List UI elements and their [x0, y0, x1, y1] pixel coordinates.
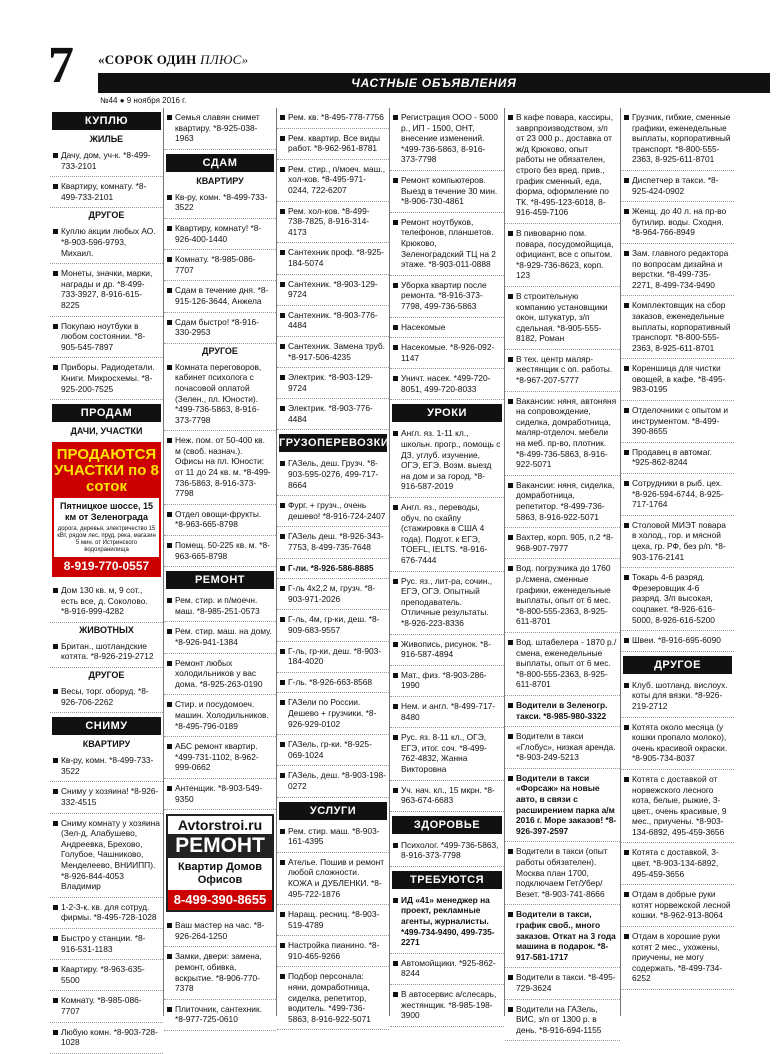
section-header: ДРУГОЕ	[623, 656, 732, 674]
classified-ad: Отдам в добрые руки котят норвежской лесной кошки. *8-962-913-8064	[621, 885, 734, 927]
classified-ad: Вакансии: няня, сиделка, домработница, репетитор. *8-499-736-5863, 8-916-922-5071	[505, 476, 620, 528]
classified-ad: Сантехник. *8-903-776-4484	[277, 306, 389, 337]
classified-ad: Замки, двери: замена, ремонт, обивка, вскрытие. *8-906-770-7378	[164, 947, 276, 999]
classified-ad: Ремонт ноутбуков, телефонов, планшетов. Крюково, Зеленоградский ТЦ на 2 этаже. *8-903-011-0888	[390, 213, 504, 276]
classified-ad: Диспетчер в такси. *8-925-424-0902	[621, 171, 734, 202]
classified-ad: Куплю акции любых АО. *8-903-596-9793, Михаил.	[50, 222, 163, 264]
classified-ad: В автосервис а/слесарь, жестянщик. *8-985-198-3900	[390, 985, 504, 1027]
classified-ad: Отдел овощи-фрукты. *8-963-665-8798	[164, 505, 276, 536]
classified-ad: Автомойщики. *925-862-8244	[390, 954, 504, 985]
classified-ad: Квартиру, комнату. *8-499-733-2101	[50, 177, 163, 208]
classified-ad: 1-2-3-к. кв. для сотруд. фирмы. *8-495-728-1028	[50, 898, 163, 929]
classified-ad: Ателье. Пошив и ремонт любой сложности. КОЖА и ДУБЛЕНКИ. *8-495-722-1876	[277, 853, 389, 905]
classified-ad: Котята с доставкой, 3-цвет. *8-903-134-6892, 495-459-3656	[621, 843, 734, 885]
section-header: КУПЛЮ	[52, 112, 161, 130]
classified-ad: Г-ль. *8-926-663-8568	[277, 673, 389, 694]
classified-ad: Сниму комнату у хозяина (Зел-д, Алабушево, Андреевка, Брехово, Голубое, Чашниково, Менделеево, ВНИИПП). *8-926-844-4053 Владимир	[50, 814, 163, 898]
column-6	[620, 108, 734, 1016]
classified-ad: Г-ль, гр-ки, деш. *8-903-184-4020	[277, 642, 389, 673]
advert-services: Квартир Домов Офисов	[178, 861, 262, 887]
classified-ad: Дачу, дом, уч-к. *8-499-733-2101	[50, 146, 163, 177]
classified-ad: Насекомые. *8-926-092-1147	[390, 338, 504, 369]
issue-info: №44 ● 9 ноября 2016 г.	[100, 96, 187, 105]
masthead	[48, 37, 770, 105]
classified-ad: Г-ли. *8-926-586-8885	[277, 559, 389, 580]
classified-ad: Котята около месяца (у кошки пропало молоко), очень красивой окраски. *8-905-734-8037	[621, 718, 734, 770]
promo-headline: ПРОДАЮТСЯ УЧАСТКИ по 8 соток	[54, 444, 159, 498]
classified-ad: Электрик. *8-903-776-4484	[277, 399, 389, 430]
classified-ad: В тех. центр маляр-жестянщик с оп. работы. *8-967-207-5777	[505, 350, 620, 392]
classified-ad: Сантехник. Замена труб. *8-917-506-4235	[277, 337, 389, 368]
subsection-header: КВАРТИРУ	[196, 175, 244, 186]
classified-ad: Сантехник. *8-903-129-9724	[277, 275, 389, 306]
classified-ad: Рем. кв. *8-495-778-7756	[277, 108, 389, 129]
classified-ad: Стир. и посудомоеч. машин. Холодильников. *8-495-796-0189	[164, 695, 276, 737]
classified-ad: Быстро у станции. *8-916-531-1183	[50, 929, 163, 960]
classified-ad: Ремонт компьютеров. Выезд в течение 30 мин. *8-906-730-4861	[390, 171, 504, 213]
column-4	[389, 108, 504, 1021]
classified-ad: В строительную компанию установщики окон, штукатур, з/п сдельная. *8-905-555-8182, Роман	[505, 287, 620, 350]
classified-ad: Вод. штабелера - 1870 р./смена, еженедельные выплаты, опыт от 6 мес. *8-800-555-2363, 8-925-611-8701	[505, 633, 620, 696]
classified-ad: Уборка квартир после ремонта. *8-916-373-7798, 499-736-5863	[390, 276, 504, 318]
classified-ad: Комнату. *8-985-086-7707	[50, 991, 163, 1022]
classified-ad: Сантехник проф. *8-925-184-5074	[277, 243, 389, 274]
section-header: ГРУЗОПЕРЕВОЗКИ	[279, 434, 387, 452]
classified-ad: Уч. нач. кл., 15 мкрн. *8-963-674-6683	[390, 781, 504, 812]
classified-ad: Британ., шотландские котята. *8-926-219-2712	[50, 637, 163, 668]
section-header: ПРОДАМ	[52, 404, 161, 422]
classified-ad: АБС ремонт квартир. *499-731-1102, 8-962-999-0662	[164, 737, 276, 779]
classified-ad: Рем. стир. маш. на дому. *8-926-941-1384	[164, 622, 276, 653]
classified-ad: Неж. пом. от 50-400 кв. м (своб. назнач.). Офисы на пл. Юности: от 11 до 24 кв. м. *8-499-736-5863, 8-916-373-7798	[164, 431, 276, 505]
classified-ad: Квартиру, комнату! *8-926-400-1440	[164, 219, 276, 250]
classified-ad: ГАЗель деш. *8-926-343-7753, 8-499-735-7648	[277, 527, 389, 558]
classified-ad: В кафе повара, кассиры, заврпроизводством, з/п от 23 000 р., доставка от ж/д Крюково, опыт работы не обязателен, строго без вред. прив., график сменный, еда, форма, оформление по ТК. *8-495-123-6018, 8-916-459-7106	[505, 108, 620, 224]
classified-ad: Рус. яз. 8-11 кл., ОГЭ, ЕГЭ, итог. соч. *8-499-762-4832, Жанна Викторовна	[390, 728, 504, 780]
column-3	[276, 108, 390, 1024]
classified-ad: Комната переговоров, кабинет психолога с почасовой оплатой (Зелен., пл. Юности). *499-736-5863, 8-916-373-7798	[164, 358, 276, 432]
subsection-header: ДРУГОЕ	[88, 210, 125, 221]
subsection-header: ЖИВОТНЫХ	[79, 624, 134, 635]
section-header: СНИМУ	[52, 717, 161, 735]
classified-ad: Квартиру. *8-963-635-5500	[50, 960, 163, 991]
classified-ad: Токарь 4-6 разряд. Фрезеровщик 4-6 разряд. З/п высокая, соцпакет. *8-926-616-5000, 8-926-616-5200	[621, 568, 734, 631]
classified-ad: Монеты, значки, марки, награды и др. *8-499-733-3927, 8-916-615-8225	[50, 264, 163, 316]
section-header: РЕМОНТ	[166, 571, 274, 589]
classified-ad: Сотрудники в рыб. цех. *8-926-594-6744, 8-925-717-1764	[621, 474, 734, 516]
classified-ad: Отделочники с опытом и инструментом. *8-499-390-8655	[621, 401, 734, 443]
classified-ad: ГАЗели по России. Дешево + грузчики. *8-926-929-0102	[277, 693, 389, 735]
classified-ad: Рем. квартир. Все виды работ. *8-962-961-8781	[277, 129, 389, 160]
section-header: ТРЕБУЮТСЯ	[392, 871, 502, 889]
classified-ad: Покупаю ноутбуки в любом состоянии. *8-905-545-7897	[50, 317, 163, 359]
classified-ad: ГАЗель, деш. Грузч. *8-903-595-0276, 499-717-8664	[277, 454, 389, 496]
classified-ad: Водители в такси «Форсаж» на новые авто, в связи с расширением парка а/м 2016 г. Море заказов! *8-926-397-2597	[505, 769, 620, 843]
paper-name	[98, 52, 248, 68]
classified-ad: Комнату. *8-985-086-7707	[164, 250, 276, 281]
advert-website: Avtorstroi.ru	[177, 817, 263, 834]
renovation-advert	[166, 814, 274, 912]
classified-ad: Подбор персонала: няни, домработница, сиделка, репетитор, водитель. *499-736-5863, 8-916-922-5071	[277, 967, 389, 1030]
column-1	[50, 108, 163, 1048]
land-sale-advert	[52, 442, 161, 577]
classified-ad: ГАЗель, гр-ки. *8-925-069-1024	[277, 735, 389, 766]
subsection-header: ЖИЛЬЕ	[89, 134, 124, 144]
classified-ad: Клуб. шотланд. вислоух. коты для вязки. *8-926-219-2712	[621, 676, 734, 718]
classified-ad: Водители в Зеленогр. такси. *8-985-980-3322	[505, 696, 620, 727]
classified-ad: Отдам в хорошие руки котят 2 мес., ухожены, приучены, не могу содержать. *8-499-734-6252	[621, 927, 734, 990]
classified-ad: Сдам в течение дня. *8-915-126-3644, Анжела	[164, 281, 276, 312]
classified-ad: Рус. яз., лит-ра, сочин., ЕГЭ, ОГЭ. Опытный преподаватель. Отличные результаты. *8-926-223-8336	[390, 572, 504, 635]
classified-ad: Рем. стир., п/моеч. маш., хол-ков. *8-495-971-0244, 722-6207	[277, 160, 389, 202]
classified-ad: Психолог. *499-736-5863, 8-916-373-7798	[390, 836, 504, 867]
classified-ad: Рем. стир. маш. *8-903-161-4395	[277, 822, 389, 853]
classified-ad: Сдам быстро! *8-916-330-2953	[164, 313, 276, 344]
classified-ad: Плиточник, сантехник. *8-977-725-0610	[164, 1000, 276, 1031]
classified-ad: Мат., физ. *8-903-286-1990	[390, 666, 504, 697]
classified-ad: Вакансии: няня, автоняня на сопровождение, сиделка, домработница, маляр-отделоч. мебели на меб. пр-во, плотник. *8-499-736-5863, 8-916-922-5071	[505, 392, 620, 476]
classified-ad: Комплектовщик на сбор заказов, еженедельные выплаты, корпоративный транспорт. *8-800-555-2363, 8-925-611-8701	[621, 296, 734, 359]
classified-ad: Нем. и англ. *8-499-717-8480	[390, 697, 504, 728]
section-header: СДАМ	[166, 154, 274, 172]
classified-ad: Г-ль 4х2,2 м, грузч. *8-903-971-2026	[277, 579, 389, 610]
subsection-header: КВАРТИРУ	[82, 739, 131, 750]
section-header: УРОКИ	[392, 404, 502, 422]
subsection-header: ДРУГОЕ	[202, 345, 238, 356]
classified-ad: Водители на ГАЗель, ВИС, з/п от 1300 р. в день. *8-916-694-1155	[505, 1000, 620, 1042]
subsection-header: ДРУГОЕ	[88, 670, 125, 681]
classified-ad: ИД «41» менеджер на проект, рекламные агенты, журналисты. *499-734-9490, 499-735-2271	[390, 891, 504, 954]
classified-ad: Ремонт любых холодильников у вас дома. *8-925-263-0190	[164, 654, 276, 696]
promo-phone: 8-919-770-0557	[54, 557, 159, 575]
classified-ad: Кореншица для чистки овощей, в кафе. *8-495-983-0195	[621, 359, 734, 401]
section-title: ЧАСТНЫЕ ОБЪЯВЛЕНИЯ	[98, 73, 770, 93]
classified-ad: Фург. + грузч., очень дешево! *8-916-724-2407	[277, 496, 389, 527]
classified-ad: Вод. погрузчика до 1760 р./смена, сменные графики, еженедельные выплаты, опыт от 6 мес. *8-800-555-2363, 8-925-611-8701	[505, 559, 620, 633]
classified-ad: Дом 130 кв. м, 9 сот., есть все, д. Соколово. *8-916-999-4282	[50, 581, 163, 623]
paper-name-main: «СОРОК ОДИН	[98, 52, 197, 67]
classified-ad: Помещ. 50-225 кв. м. *8-963-665-8798	[164, 536, 276, 567]
classified-ad: Наращ. ресниц. *8-903-519-4789	[277, 905, 389, 936]
classified-ad: Вахтер, корп. 905, п.2 *8-968-907-7977	[505, 528, 620, 559]
advert-headline: РЕМОНТ	[168, 834, 272, 858]
promo-details: дорога, деревья, электричество 15 кВт, рядом лес, пруд, река, магазин 5 мин. от Истринского водохранилища	[57, 526, 156, 554]
classified-ad: Весы, торг. оборуд. *8-926-706-2262	[50, 682, 163, 713]
classified-ad: Любую комн. *8-903-728-1028	[50, 1023, 163, 1054]
classified-ad: Зам. главного редактора по вопросам дизайна и верстки. *8-499-735-2271, 8-499-734-9490	[621, 244, 734, 296]
classified-ad: Кв-ру, комн. *8-499-733-3522	[50, 751, 163, 782]
column-5	[504, 108, 620, 1035]
classified-ad: Водители в такси, график своб., много заказов. Откат на 3 года машина в подарок. *8-917-581-1717	[505, 905, 620, 968]
classified-ad: Столовой МИЭТ повара в холод., гор. и мясной цеха, гр. РФ, без р/п. *8-903-176-2141	[621, 516, 734, 568]
classified-ad: Семья славян снимет квартиру. *8-925-038-1963	[164, 108, 276, 150]
paper-name-plus: ПЛЮС»	[200, 52, 249, 67]
classified-ad: ГАЗель, деш. *8-903-198-0272	[277, 766, 389, 797]
classified-ad: Водители в такси «Глобус», низкая аренда. *8-903-249-5213	[505, 727, 620, 769]
classified-ad: Электрик. *8-903-129-9724	[277, 368, 389, 399]
classified-ad: Регистрация ООО - 5000 р., ИП - 1500, ОНТ, внесение изменений. *499-736-5863, 8-916-373-7798	[390, 108, 504, 171]
section-header: УСЛУГИ	[279, 802, 387, 820]
classified-ad: Водители в такси (опыт работы обязателен). Москва план 1700, подключаем Гет/Убер/Везет. *8-903-741-8666	[505, 842, 620, 905]
classified-ad: Котята с доставкой от норвежского лесного кота, белые, рыжие, 3-цвет., очень красивые, 9 мес., приучены. *8-903-134-6892, 495-459-3656	[621, 770, 734, 844]
classified-ad: Продавец в автомаг. *925-862-8244	[621, 443, 734, 474]
classified-ad: Г-ль, 4м, гр-ки, деш. *8-909-683-9557	[277, 610, 389, 641]
advert-phone: 8-499-390-8655	[168, 890, 272, 910]
classified-ad: Швеи. *8-916-695-6090	[621, 631, 734, 652]
classified-ad: Сниму у хозяина! *8-926-332-4515	[50, 782, 163, 813]
classified-ad: Антенщик. *8-903-549-9350	[164, 779, 276, 810]
classified-ad: Насекомые	[390, 318, 504, 339]
classified-ad: Рем. хол-ков. *8-499-738-7825, 8-916-314-4173	[277, 202, 389, 244]
classified-ad: Уничт. насек. *499-720-8051, 499-720-8033	[390, 369, 504, 400]
classified-ad: Живопись, рисунок. *8-916-587-4894	[390, 635, 504, 666]
page-number: 7	[48, 37, 74, 94]
classified-ad: Рем. стир. и п/моечн. маш. *8-985-251-0573	[164, 591, 276, 622]
classified-ad: Англ. яз., переводы, обуч. по скайпу (стажировка в США 4 года). Подгот. к ЕГЭ, TOEFL, IELTS. *8-916-676-7444	[390, 498, 504, 572]
classified-ad: Настройка пианино. *8-910-465-9266	[277, 936, 389, 967]
classified-ad: Водители в такси. *8-495-729-3624	[505, 968, 620, 999]
classified-ad: Ваш мастер на час. *8-926-264-1250	[164, 916, 276, 947]
column-2	[163, 108, 276, 1025]
classified-ad: Кв-ру, комн. *8-499-733-3522	[164, 188, 276, 219]
section-header: ЗДОРОВЬЕ	[392, 816, 502, 834]
promo-location: Пятницкое шоссе, 15 км от Зеленограда	[60, 501, 153, 523]
classified-ad: Женщ. до 40 л. на пр-во бутилир. воды. Сходня. *8-964-766-8949	[621, 202, 734, 244]
classified-ad: Приборы. Радиодетали. Книги. Микросхемы. *8-925-200-7525	[50, 358, 163, 400]
classified-ad: Грузчик, гибкие, сменные графики, еженедельные выплаты, корпоративный транспорт. *8-800-555-2363, 8-925-611-8701	[621, 108, 734, 171]
subsection-header: ДАЧИ, УЧАСТКИ	[70, 426, 143, 437]
classified-ad: Англ. яз. 1-11 кл., школьн. прогр., помощь с ДЗ, углуб. изучение, ОГЭ, ЕГЭ. Возм. выезд на дом и за город. *8-916-587-2019	[390, 424, 504, 498]
classified-ad: В пивоварню пом. повара, посудомойщица, официант, все с опытом. *8-929-736-8623, корп. 123	[505, 224, 620, 287]
